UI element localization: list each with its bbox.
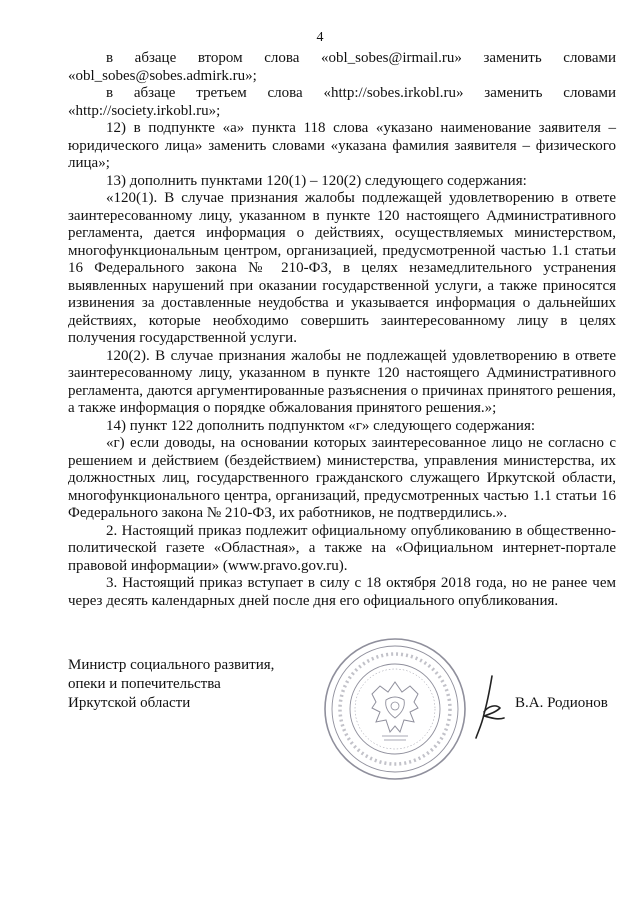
paragraph-publication: 2. Настоящий приказ подлежит официальному опубликованию в общественно-политической газете «Областная», а также на «Официальном интернет-портале правовой информации» (www.pravo.gov.ru). bbox=[68, 522, 616, 574]
position-line: Министр социального развития, bbox=[68, 657, 275, 673]
paragraph-email-change: в абзаце втором слова «obl_sobes@irmail.ru» заменить словами «obl_sobes@sobes.admirk.ru»; bbox=[68, 50, 616, 84]
official-seal-icon bbox=[322, 636, 468, 782]
signatory-position bbox=[68, 656, 274, 713]
handwritten-signature-icon bbox=[470, 672, 510, 742]
paragraph-120-2: 120(2). В случае признания жалобы не подлежащей удовлетворению в ответе заинтересованному лицу, указанном в пункте 120 настоящего Административного регламента, даются аргументированные разъяснения о причинах принятого решения, а также информация о порядке обжалования принятого решения.»; bbox=[68, 347, 616, 416]
signatory-name: В.А. Родионов bbox=[515, 695, 608, 711]
page-number: 4 bbox=[316, 30, 324, 45]
paragraph-item-12: 12) в подпункте «а» пункта 118 слова «указано наименование заявителя – юридического лица» заменить словами «указана фамилия заявителя – физического лица»; bbox=[68, 120, 616, 171]
paragraph-item-14: 14) пункт 122 дополнить подпунктом «г» следующего содержания: bbox=[106, 417, 536, 434]
paragraph-item-13: 13) дополнить пунктами 120(1) – 120(2) следующего содержания: bbox=[106, 172, 527, 189]
paragraph-effective-date: 3. Настоящий приказ вступает в силу с 18 октября 2018 года, но не ранее чем через десять календарных дней после дня его официального опубликования. bbox=[68, 575, 616, 609]
document-body bbox=[68, 50, 616, 610]
paragraph-subitem-g: «г) если доводы, на основании которых заинтересованное лицо не согласно с решением и действием (бездействием) министерства, управления министерства, их должностных лиц, государственного гражданского служащего Иркутской области, многофункционального центра, организаций, предусмотренных частью 1.1 статьи 16 Федерального закона № 210-ФЗ, их работников, не подтвердились.». bbox=[68, 435, 616, 521]
position-line: Иркутской области bbox=[68, 695, 191, 711]
position-line: опеки и попечительства bbox=[68, 676, 221, 692]
paragraph-site-change: в абзаце третьем слова «http://sobes.irkobl.ru» заменить словами «http://society.irkobl.ru»; bbox=[68, 85, 616, 119]
paragraph-120-1: «120(1). В случае признания жалобы подлежащей удовлетворению в ответе заинтересованному лицу, указанном в пункте 120 настоящего Административного регламента, дается информация о действиях, осуществляемых министерством, многофункциональным центром, организацией, предусмотренной частью 1.1 статьи 16 Федерального закона № 210-ФЗ, в целях незамедлительного устранения выявленных нарушений при оказании государственной услуги, а также приносятся извинения за доставленные неудобства и указывается информация о дальнейших действиях, которые необходимо совершить заинтересованному лицу в целях получения государственной услуги. bbox=[68, 190, 616, 346]
